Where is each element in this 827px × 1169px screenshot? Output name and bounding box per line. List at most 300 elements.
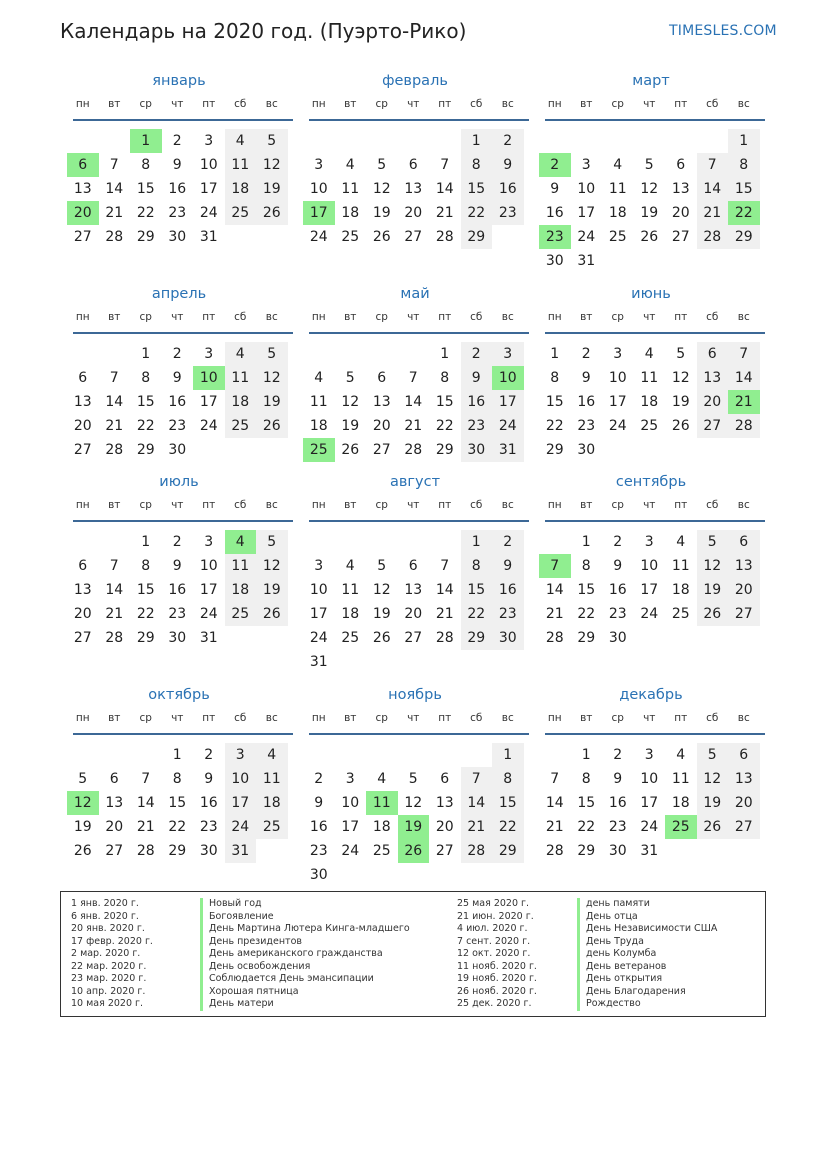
weekday-label: ср	[375, 98, 388, 110]
day-cell: 24	[309, 229, 328, 245]
holiday-name: день памяти	[577, 898, 717, 911]
day-cell: 14	[728, 366, 760, 390]
day-cell: 26	[372, 229, 391, 245]
day-cell: 3	[314, 558, 324, 574]
day-cell: 9	[172, 558, 182, 574]
holiday-name: Соблюдается День эмансипации	[200, 973, 410, 986]
day-cell: 29	[577, 630, 596, 646]
day-cell: 31	[199, 630, 218, 646]
day-cell: 8	[141, 157, 151, 173]
day-cell: 4	[377, 771, 387, 787]
weekday-label: вс	[737, 98, 750, 110]
weekday-label: вт	[580, 712, 593, 724]
day-cell: 23	[608, 819, 627, 835]
day-cell: 1	[461, 129, 493, 153]
holiday-name: День президентов	[200, 936, 410, 949]
month-name: сентябрь	[615, 474, 687, 490]
day-cell: 13	[697, 366, 729, 390]
day-cell: 25	[256, 815, 288, 839]
day-cell: 24	[309, 630, 328, 646]
day-cell: 9	[172, 157, 182, 173]
day-cell: 30	[461, 438, 493, 462]
weekday-label: вс	[265, 98, 278, 110]
day-cell: 13	[404, 582, 423, 598]
day-cell: 4	[225, 129, 257, 153]
day-cell: 10	[608, 370, 627, 386]
day-cell: 16	[168, 394, 187, 410]
header-divider	[73, 119, 293, 121]
header-divider	[545, 332, 765, 334]
weekday-label: вт	[108, 98, 121, 110]
day-cell: 25	[225, 414, 257, 438]
holiday-day-cell: 2	[539, 153, 571, 177]
holiday-name: Хорошая пятница	[200, 986, 410, 999]
holiday-day-cell: 6	[67, 153, 99, 177]
day-cell: 4	[256, 743, 288, 767]
weekday-label: пн	[311, 712, 326, 724]
day-cell: 8	[581, 558, 591, 574]
day-cell: 20	[697, 390, 729, 414]
day-cell: 31	[492, 438, 524, 462]
day-cell: 22	[577, 819, 596, 835]
weekday-label: ср	[139, 712, 152, 724]
weekday-label: вт	[580, 311, 593, 323]
brand-link[interactable]: TIMESLES.COM	[669, 23, 777, 39]
day-cell: 28	[435, 229, 454, 245]
day-cell: 28	[697, 225, 729, 249]
day-cell: 16	[492, 177, 524, 201]
day-cell: 1	[440, 346, 450, 362]
day-cell: 27	[404, 229, 423, 245]
day-cell: 19	[256, 177, 288, 201]
day-cell: 26	[341, 442, 360, 458]
day-cell: 27	[372, 442, 391, 458]
holiday-name: День американского гражданства	[200, 948, 410, 961]
weekday-label: пт	[202, 98, 216, 110]
day-cell: 8	[440, 370, 450, 386]
holiday-name: День Независимости США	[577, 923, 717, 936]
weekday-label: сб	[706, 98, 719, 110]
day-cell: 21	[435, 606, 454, 622]
legend-dates-right	[457, 898, 537, 1011]
holiday-date: 2 мар. 2020 г.	[71, 948, 141, 959]
month-name: июнь	[631, 286, 671, 302]
day-cell: 17	[199, 394, 218, 410]
day-cell: 26	[256, 602, 288, 626]
day-cell: 25	[225, 602, 257, 626]
day-cell: 18	[608, 205, 627, 221]
day-cell: 27	[73, 442, 92, 458]
day-cell: 19	[341, 418, 360, 434]
holiday-name: День отца	[577, 911, 717, 924]
day-cell: 11	[671, 558, 690, 574]
day-cell: 16	[168, 181, 187, 197]
day-cell: 20	[372, 418, 391, 434]
day-cell: 18	[671, 582, 690, 598]
day-cell: 3	[225, 743, 257, 767]
day-cell: 30	[545, 253, 564, 269]
holiday-name: Новый год	[200, 898, 410, 911]
weekday-header	[303, 98, 527, 112]
weekday-label: чт	[171, 712, 184, 724]
day-cell: 30	[309, 867, 328, 883]
day-cell: 30	[168, 442, 187, 458]
day-cell: 30	[577, 442, 596, 458]
holiday-legend	[60, 891, 766, 1017]
holiday-name: День открытия	[577, 973, 717, 986]
day-cell: 5	[256, 342, 288, 366]
weekday-label: сб	[470, 499, 483, 511]
day-cell: 12	[697, 767, 729, 791]
weekday-label: вт	[344, 98, 357, 110]
holiday-date: 19 нояб. 2020 г.	[457, 973, 537, 984]
day-cell: 24	[341, 843, 360, 859]
day-cell: 27	[73, 229, 92, 245]
month-name: август	[389, 474, 441, 490]
day-cell: 22	[168, 819, 187, 835]
day-cell: 29	[435, 442, 454, 458]
day-cell: 27	[728, 602, 760, 626]
month-name: апрель	[151, 286, 207, 302]
month-name: февраль	[382, 73, 448, 89]
weekday-label: вс	[737, 712, 750, 724]
day-cell: 13	[372, 394, 391, 410]
day-cell: 29	[577, 843, 596, 859]
page-title: Календарь на 2020 год. (Пуэрто-Рико)	[60, 19, 467, 43]
day-cell: 21	[461, 815, 493, 839]
day-cell: 16	[608, 795, 627, 811]
day-cell: 16	[461, 390, 493, 414]
day-cell: 9	[492, 554, 524, 578]
day-cell: 26	[372, 630, 391, 646]
day-cell: 16	[309, 819, 328, 835]
weekday-header	[539, 98, 763, 112]
holiday-day-cell: 23	[539, 225, 571, 249]
holiday-day-cell: 22	[728, 201, 760, 225]
day-cell: 28	[105, 630, 124, 646]
day-cell: 7	[728, 342, 760, 366]
day-cell: 14	[435, 582, 454, 598]
day-cell: 16	[199, 795, 218, 811]
holiday-date: 26 нояб. 2020 г.	[457, 985, 537, 997]
day-cell: 25	[671, 606, 690, 622]
day-cell: 21	[404, 418, 423, 434]
weekday-label: ср	[611, 311, 624, 323]
day-cell: 6	[408, 558, 418, 574]
header-divider	[545, 520, 765, 522]
weekday-label: ср	[139, 499, 152, 511]
holiday-date: 12 окт. 2020 г.	[457, 948, 531, 959]
day-cell: 6	[697, 342, 729, 366]
day-cell: 1	[550, 346, 560, 362]
holiday-day-cell: 19	[398, 815, 430, 839]
day-cell: 15	[492, 791, 524, 815]
weekday-header	[67, 98, 291, 112]
month-name: март	[632, 73, 670, 89]
day-cell: 5	[377, 558, 387, 574]
holiday-date: 10 мая 2020 г.	[71, 998, 144, 1009]
day-cell: 2	[204, 747, 214, 763]
holiday-day-cell: 1	[130, 129, 162, 153]
day-cell: 2	[613, 747, 623, 763]
day-cell: 21	[105, 205, 124, 221]
day-cell: 24	[199, 205, 218, 221]
day-cell: 13	[728, 767, 760, 791]
day-cell: 22	[545, 418, 564, 434]
weekday-label: пт	[202, 712, 216, 724]
day-cell: 7	[141, 771, 151, 787]
day-cell: 13	[105, 795, 124, 811]
holiday-date: 11 нояб. 2020 г.	[457, 960, 537, 972]
day-cell: 16	[545, 205, 564, 221]
day-cell: 25	[608, 229, 627, 245]
day-cell: 20	[73, 606, 92, 622]
weekday-label: пн	[75, 499, 90, 511]
day-cell: 6	[440, 771, 450, 787]
day-cell: 22	[136, 418, 155, 434]
holiday-date: 4 июл. 2020 г.	[457, 923, 528, 934]
weekday-label: сб	[234, 712, 247, 724]
day-cell: 10	[577, 181, 596, 197]
day-cell: 12	[640, 181, 659, 197]
day-cell: 10	[309, 582, 328, 598]
day-cell: 22	[136, 205, 155, 221]
day-cell: 27	[697, 414, 729, 438]
day-cell: 21	[545, 819, 564, 835]
day-cell: 11	[309, 394, 328, 410]
holiday-date: 25 мая 2020 г.	[457, 898, 530, 909]
day-cell: 26	[671, 418, 690, 434]
day-cell: 27	[728, 815, 760, 839]
day-cell: 30	[492, 626, 524, 650]
day-cell: 28	[545, 630, 564, 646]
day-cell: 7	[109, 157, 119, 173]
holiday-date: 6 янв. 2020 г.	[71, 910, 139, 922]
day-cell: 3	[613, 346, 623, 362]
day-cell: 24	[608, 418, 627, 434]
day-cell: 10	[341, 795, 360, 811]
day-cell: 15	[577, 795, 596, 811]
holiday-date: 22 мар. 2020 г.	[71, 960, 147, 972]
day-cell: 22	[435, 418, 454, 434]
day-cell: 7	[440, 157, 450, 173]
weekday-label: вс	[501, 712, 514, 724]
weekday-label: вт	[580, 98, 593, 110]
day-cell: 14	[105, 582, 124, 598]
weekday-label: вт	[108, 499, 121, 511]
day-cell: 4	[676, 534, 686, 550]
day-cell: 15	[461, 578, 493, 602]
weekday-label: пн	[75, 712, 90, 724]
day-cell: 1	[728, 129, 760, 153]
day-cell: 2	[172, 534, 182, 550]
day-cell: 19	[640, 205, 659, 221]
day-cell: 11	[225, 153, 257, 177]
day-cell: 18	[225, 177, 257, 201]
weekday-label: чт	[171, 499, 184, 511]
day-cell: 17	[341, 819, 360, 835]
weekday-label: чт	[643, 712, 656, 724]
holiday-date: 1 янв. 2020 г.	[71, 898, 139, 909]
legend-dates-left	[71, 898, 153, 1011]
day-cell: 22	[461, 201, 493, 225]
day-cell: 4	[225, 342, 257, 366]
day-cell: 7	[109, 370, 119, 386]
day-cell: 12	[372, 181, 391, 197]
legend-names-left	[200, 898, 410, 1011]
day-cell: 17	[608, 394, 627, 410]
month-name: декабрь	[619, 687, 683, 703]
weekday-label: пт	[674, 712, 688, 724]
weekday-label: вт	[580, 499, 593, 511]
day-cell: 13	[404, 181, 423, 197]
day-cell: 28	[461, 839, 493, 863]
day-cell: 11	[341, 181, 360, 197]
weekday-label: сб	[470, 98, 483, 110]
day-cell: 11	[225, 554, 257, 578]
day-cell: 5	[697, 530, 729, 554]
day-cell: 29	[461, 626, 493, 650]
day-cell: 29	[168, 843, 187, 859]
weekday-label: вс	[501, 98, 514, 110]
holiday-day-cell: 21	[728, 390, 760, 414]
day-cell: 8	[581, 771, 591, 787]
day-cell: 2	[492, 530, 524, 554]
weekday-label: сб	[234, 499, 247, 511]
holiday-day-cell: 25	[303, 438, 335, 462]
month-name: октябрь	[148, 687, 210, 703]
day-cell: 22	[136, 606, 155, 622]
day-cell: 28	[728, 414, 760, 438]
holiday-name: Богоявление	[200, 911, 410, 924]
holiday-date: 23 мар. 2020 г.	[71, 973, 147, 984]
day-cell: 14	[545, 582, 564, 598]
day-cell: 14	[461, 791, 493, 815]
day-cell: 31	[225, 839, 257, 863]
day-cell: 2	[314, 771, 324, 787]
day-cell: 23	[199, 819, 218, 835]
day-cell: 4	[613, 157, 623, 173]
weekday-label: вс	[265, 499, 278, 511]
day-cell: 20	[435, 819, 454, 835]
day-cell: 14	[545, 795, 564, 811]
month-name: ноябрь	[388, 687, 442, 703]
day-cell: 31	[199, 229, 218, 245]
holiday-name: день Колумба	[577, 948, 717, 961]
day-cell: 29	[136, 630, 155, 646]
weekday-header	[67, 712, 291, 726]
day-cell: 16	[577, 394, 596, 410]
day-cell: 28	[545, 843, 564, 859]
day-cell: 8	[461, 554, 493, 578]
day-cell: 27	[73, 630, 92, 646]
holiday-day-cell: 10	[193, 366, 225, 390]
day-cell: 17	[225, 791, 257, 815]
day-cell: 13	[73, 181, 92, 197]
day-cell: 13	[671, 181, 690, 197]
day-cell: 26	[697, 602, 729, 626]
month-name: май	[400, 286, 430, 302]
day-cell: 15	[168, 795, 187, 811]
weekday-label: сб	[706, 712, 719, 724]
day-cell: 1	[172, 747, 182, 763]
header-divider	[309, 332, 529, 334]
weekday-header	[303, 311, 527, 325]
day-cell: 10	[199, 558, 218, 574]
day-cell: 18	[309, 418, 328, 434]
header-divider	[73, 520, 293, 522]
day-cell: 3	[204, 133, 214, 149]
day-cell: 28	[105, 229, 124, 245]
day-cell: 20	[728, 578, 760, 602]
day-cell: 8	[492, 767, 524, 791]
holiday-name: День освобождения	[200, 961, 410, 974]
day-cell: 2	[613, 534, 623, 550]
weekday-label: чт	[407, 311, 420, 323]
day-cell: 29	[461, 225, 493, 249]
day-cell: 15	[577, 582, 596, 598]
holiday-day-cell: 17	[303, 201, 335, 225]
holiday-day-cell: 20	[67, 201, 99, 225]
day-cell: 9	[461, 366, 493, 390]
weekday-label: пн	[547, 311, 562, 323]
day-cell: 23	[577, 418, 596, 434]
weekday-label: пт	[202, 311, 216, 323]
day-cell: 1	[141, 534, 151, 550]
day-cell: 25	[372, 843, 391, 859]
day-cell: 8	[141, 370, 151, 386]
day-cell: 9	[204, 771, 214, 787]
day-cell: 17	[577, 205, 596, 221]
day-cell: 8	[461, 153, 493, 177]
day-cell: 26	[73, 843, 92, 859]
day-cell: 19	[697, 578, 729, 602]
weekday-label: чт	[407, 499, 420, 511]
weekday-label: вт	[108, 712, 121, 724]
holiday-day-cell: 4	[225, 530, 257, 554]
day-cell: 19	[671, 394, 690, 410]
day-cell: 27	[404, 630, 423, 646]
day-cell: 7	[697, 153, 729, 177]
day-cell: 14	[105, 181, 124, 197]
holiday-day-cell: 12	[67, 791, 99, 815]
weekday-label: ср	[375, 712, 388, 724]
day-cell: 17	[309, 606, 328, 622]
day-cell: 20	[73, 418, 92, 434]
day-cell: 20	[671, 205, 690, 221]
day-cell: 2	[581, 346, 591, 362]
day-cell: 26	[256, 201, 288, 225]
day-cell: 1	[581, 747, 591, 763]
day-cell: 28	[136, 843, 155, 859]
day-cell: 6	[377, 370, 387, 386]
holiday-day-cell: 7	[539, 554, 571, 578]
day-cell: 27	[435, 843, 454, 859]
day-cell: 12	[671, 370, 690, 386]
day-cell: 13	[435, 795, 454, 811]
day-cell: 1	[492, 743, 524, 767]
day-cell: 23	[608, 606, 627, 622]
day-cell: 19	[73, 819, 92, 835]
day-cell: 7	[440, 558, 450, 574]
day-cell: 21	[105, 418, 124, 434]
weekday-label: пн	[75, 311, 90, 323]
day-cell: 18	[640, 394, 659, 410]
holiday-date: 20 янв. 2020 г.	[71, 923, 145, 934]
day-cell: 15	[136, 181, 155, 197]
day-cell: 16	[492, 578, 524, 602]
weekday-label: пт	[674, 311, 688, 323]
